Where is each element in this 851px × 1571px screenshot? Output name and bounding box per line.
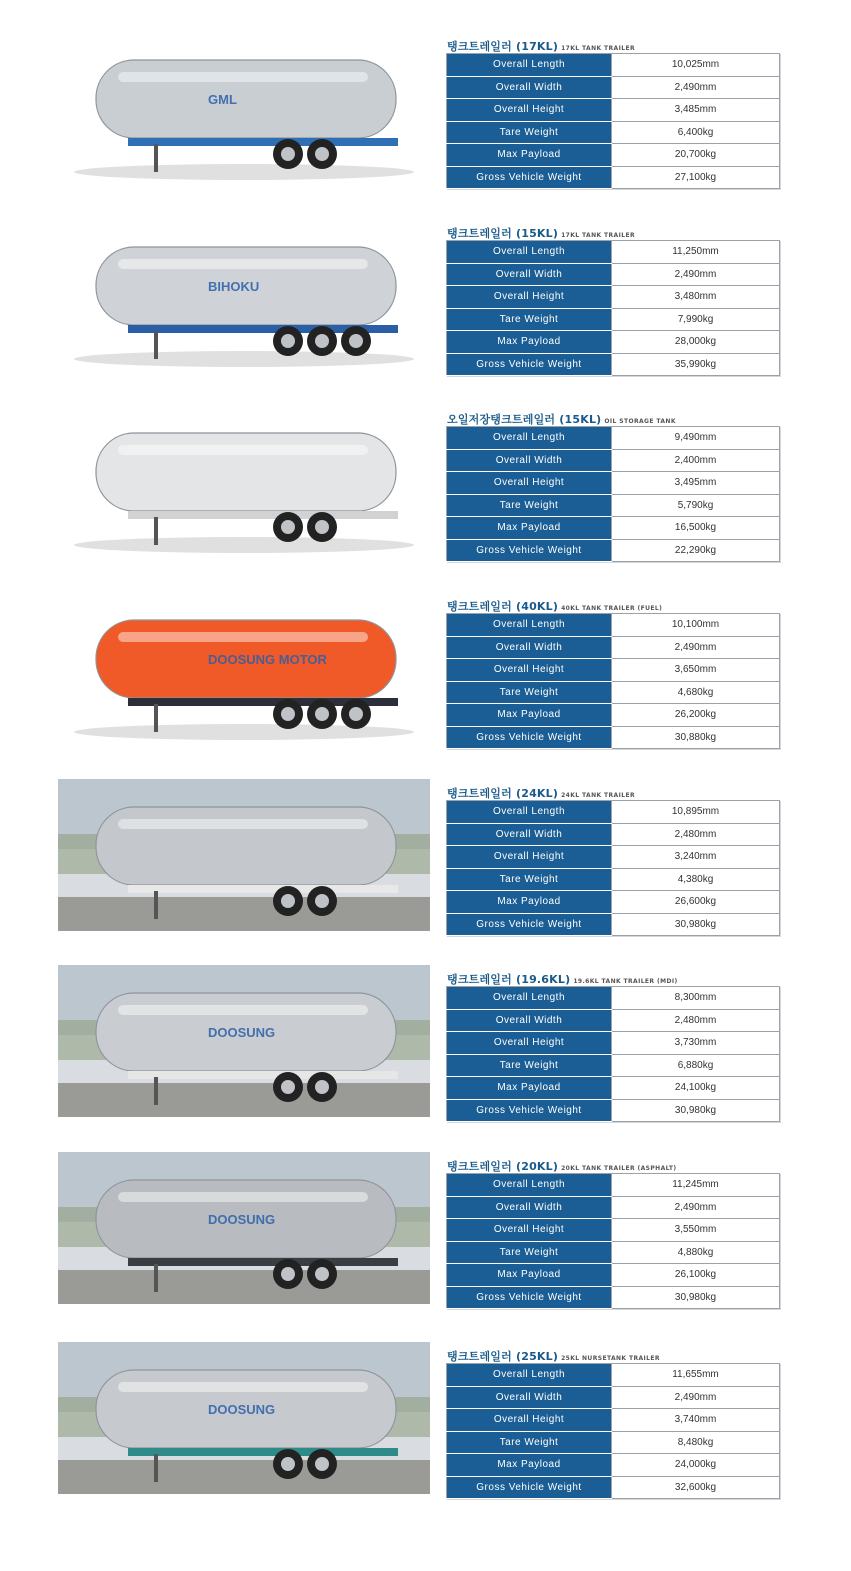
spec-row <box>447 1099 780 1122</box>
spec-row <box>447 1364 780 1387</box>
spec-value: 11,655mm <box>612 1364 780 1387</box>
spec-row <box>447 1054 780 1077</box>
spec-label: Gross Vehicle Weight <box>447 726 612 749</box>
spec-label: Gross Vehicle Weight <box>447 1099 612 1122</box>
spec-label: Overall Width <box>447 1009 612 1032</box>
product-block <box>0 787 851 969</box>
spec-row <box>447 1241 780 1264</box>
trailer-image <box>58 1152 430 1304</box>
spec-value: 11,250mm <box>612 241 780 264</box>
product-title-text: 탱크트레일러 (40KL) <box>447 600 559 613</box>
product-title <box>447 971 678 987</box>
spec-label: Overall Length <box>447 241 612 264</box>
spec-label: Overall Height <box>447 1032 612 1055</box>
trailer-illustration <box>58 592 430 744</box>
spec-row <box>447 54 780 77</box>
spec-row <box>447 494 780 517</box>
product-title-text: 오일저장탱크트레일러 (15KL) <box>447 413 602 426</box>
spec-label: Max Payload <box>447 517 612 540</box>
spec-table <box>446 800 780 936</box>
spec-row <box>447 76 780 99</box>
product-block <box>0 600 851 782</box>
spec-row <box>447 681 780 704</box>
spec-value: 26,200kg <box>612 704 780 727</box>
trailer-logo: DOOSUNG <box>208 1402 276 1417</box>
spec-value: 9,490mm <box>612 427 780 450</box>
spec-value: 26,600kg <box>612 891 780 914</box>
spec-label: Max Payload <box>447 1077 612 1100</box>
spec-row <box>447 1219 780 1242</box>
spec-label: Overall Length <box>447 427 612 450</box>
product-title <box>447 225 635 241</box>
spec-value: 24,000kg <box>612 1454 780 1477</box>
spec-row <box>447 331 780 354</box>
spec-value: 6,400kg <box>612 121 780 144</box>
spec-row <box>447 1409 780 1432</box>
product-subtitle: 17KL TANK TRAILER <box>561 232 635 239</box>
spec-label: Max Payload <box>447 331 612 354</box>
spec-value: 3,740mm <box>612 1409 780 1432</box>
spec-label: Tare Weight <box>447 494 612 517</box>
spec-label: Gross Vehicle Weight <box>447 1286 612 1309</box>
spec-label: Overall Length <box>447 1364 612 1387</box>
product-title-text: 탱크트레일러 (24KL) <box>447 787 559 800</box>
spec-value: 20,700kg <box>612 144 780 167</box>
spec-row <box>447 1174 780 1197</box>
product-subtitle: 17KL TANK TRAILER <box>561 45 635 52</box>
trailer-logo: DOOSUNG <box>208 1025 276 1040</box>
spec-row <box>447 1009 780 1032</box>
product-subtitle: 40KL TANK TRAILER (FUEL) <box>561 605 663 612</box>
spec-value: 10,895mm <box>612 801 780 824</box>
spec-label: Overall Length <box>447 1174 612 1197</box>
spec-value: 2,490mm <box>612 263 780 286</box>
spec-label: Overall Length <box>447 801 612 824</box>
trailer-image <box>58 592 430 744</box>
spec-row <box>447 614 780 637</box>
spec-value: 8,480kg <box>612 1431 780 1454</box>
spec-label: Overall Width <box>447 449 612 472</box>
spec-table <box>446 240 780 376</box>
spec-row <box>447 121 780 144</box>
spec-label: Overall Length <box>447 54 612 77</box>
spec-value: 30,880kg <box>612 726 780 749</box>
spec-label: Overall Height <box>447 1409 612 1432</box>
spec-label: Gross Vehicle Weight <box>447 539 612 562</box>
spec-row <box>447 427 780 450</box>
spec-value: 6,880kg <box>612 1054 780 1077</box>
spec-value: 2,490mm <box>612 1386 780 1409</box>
spec-label: Tare Weight <box>447 1241 612 1264</box>
spec-value: 3,480mm <box>612 286 780 309</box>
spec-value: 3,485mm <box>612 99 780 122</box>
spec-row <box>447 308 780 331</box>
spec-label: Max Payload <box>447 891 612 914</box>
spec-row <box>447 1431 780 1454</box>
spec-value: 28,000kg <box>612 331 780 354</box>
spec-row <box>447 823 780 846</box>
spec-label: Tare Weight <box>447 308 612 331</box>
product-block <box>0 1350 851 1532</box>
spec-value: 32,600kg <box>612 1476 780 1499</box>
spec-label: Gross Vehicle Weight <box>447 166 612 189</box>
spec-row <box>447 1196 780 1219</box>
product-block <box>0 227 851 409</box>
tank-body <box>96 60 396 138</box>
product-title-text: 탱크트레일러 (20KL) <box>447 1160 559 1173</box>
trailer-logo: DOOSUNG <box>208 1212 276 1227</box>
spec-row <box>447 659 780 682</box>
spec-value: 7,990kg <box>612 308 780 331</box>
spec-row <box>447 286 780 309</box>
spec-row <box>447 166 780 189</box>
trailer-logo: DOOSUNG MOTOR <box>208 652 327 667</box>
trailer-illustration <box>58 32 430 184</box>
spec-label: Tare Weight <box>447 868 612 891</box>
spec-table <box>446 986 780 1122</box>
spec-row <box>447 472 780 495</box>
spec-table <box>446 1173 780 1309</box>
product-block <box>0 1160 851 1342</box>
spec-value: 11,245mm <box>612 1174 780 1197</box>
spec-label: Gross Vehicle Weight <box>447 913 612 936</box>
spec-label: Max Payload <box>447 1454 612 1477</box>
spec-label: Overall Width <box>447 823 612 846</box>
product-block <box>0 40 851 222</box>
spec-row <box>447 1286 780 1309</box>
product-subtitle: 20KL TANK TRAILER (ASPHALT) <box>561 1165 677 1172</box>
trailer-illustration <box>58 779 430 931</box>
trailer-logo: BIHOKU <box>208 279 260 294</box>
spec-row <box>447 891 780 914</box>
spec-label: Overall Height <box>447 1219 612 1242</box>
spec-table <box>446 426 780 562</box>
tank-body <box>96 433 396 511</box>
spec-label: Overall Height <box>447 99 612 122</box>
spec-label: Gross Vehicle Weight <box>447 1476 612 1499</box>
spec-label: Overall Height <box>447 659 612 682</box>
spec-label: Overall Length <box>447 987 612 1010</box>
spec-row <box>447 99 780 122</box>
spec-value: 3,650mm <box>612 659 780 682</box>
product-block <box>0 973 851 1155</box>
spec-row <box>447 263 780 286</box>
product-subtitle: OIL STORAGE TANK <box>604 418 676 425</box>
spec-value: 24,100kg <box>612 1077 780 1100</box>
spec-label: Overall Width <box>447 636 612 659</box>
spec-row <box>447 636 780 659</box>
product-title-text: 탱크트레일러 (19.6KL) <box>447 973 571 986</box>
spec-value: 30,980kg <box>612 1286 780 1309</box>
spec-label: Tare Weight <box>447 1054 612 1077</box>
spec-row <box>447 801 780 824</box>
spec-label: Overall Width <box>447 1386 612 1409</box>
trailer-illustration <box>58 1342 430 1494</box>
product-title-text: 탱크트레일러 (17KL) <box>447 40 559 53</box>
trailer-illustration <box>58 965 430 1117</box>
spec-value: 3,730mm <box>612 1032 780 1055</box>
spec-row <box>447 868 780 891</box>
spec-label: Overall Width <box>447 263 612 286</box>
spec-value: 3,495mm <box>612 472 780 495</box>
product-title <box>447 411 676 427</box>
spec-row <box>447 539 780 562</box>
spec-row <box>447 1386 780 1409</box>
spec-value: 4,380kg <box>612 868 780 891</box>
spec-label: Tare Weight <box>447 121 612 144</box>
spec-row <box>447 1454 780 1477</box>
spec-label: Overall Width <box>447 1196 612 1219</box>
spec-label: Overall Height <box>447 286 612 309</box>
spec-value: 2,490mm <box>612 76 780 99</box>
trailer-illustration <box>58 219 430 371</box>
spec-label: Max Payload <box>447 704 612 727</box>
product-title <box>447 598 662 614</box>
product-subtitle: 19.6KL TANK TRAILER (MDI) <box>573 978 678 985</box>
spec-value: 8,300mm <box>612 987 780 1010</box>
spec-value: 27,100kg <box>612 166 780 189</box>
trailer-image <box>58 1342 430 1494</box>
spec-value: 2,400mm <box>612 449 780 472</box>
trailer-image <box>58 405 430 557</box>
spec-value: 30,980kg <box>612 913 780 936</box>
spec-value: 2,480mm <box>612 1009 780 1032</box>
spec-label: Overall Height <box>447 472 612 495</box>
trailer-image <box>58 965 430 1117</box>
trailer-image <box>58 779 430 931</box>
spec-label: Overall Width <box>447 76 612 99</box>
spec-row <box>447 1264 780 1287</box>
product-block <box>0 413 851 595</box>
trailer-image <box>58 32 430 184</box>
spec-value: 2,480mm <box>612 823 780 846</box>
trailer-illustration <box>58 405 430 557</box>
spec-value: 35,990kg <box>612 353 780 376</box>
spec-value: 4,680kg <box>612 681 780 704</box>
spec-row <box>447 449 780 472</box>
spec-value: 30,980kg <box>612 1099 780 1122</box>
spec-row <box>447 144 780 167</box>
spec-value: 4,880kg <box>612 1241 780 1264</box>
spec-label: Tare Weight <box>447 1431 612 1454</box>
spec-row <box>447 913 780 936</box>
spec-row <box>447 353 780 376</box>
spec-row <box>447 1476 780 1499</box>
spec-table <box>446 613 780 749</box>
spec-value: 2,490mm <box>612 636 780 659</box>
spec-row <box>447 987 780 1010</box>
spec-table <box>446 53 780 189</box>
spec-value: 3,240mm <box>612 846 780 869</box>
spec-label: Gross Vehicle Weight <box>447 353 612 376</box>
spec-value: 5,790kg <box>612 494 780 517</box>
spec-label: Max Payload <box>447 1264 612 1287</box>
product-title-text: 탱크트레일러 (25KL) <box>447 1350 559 1363</box>
trailer-logo: GML <box>208 92 237 107</box>
product-title <box>447 1348 660 1364</box>
spec-value: 3,550mm <box>612 1219 780 1242</box>
product-title-text: 탱크트레일러 (15KL) <box>447 227 559 240</box>
spec-label: Overall Height <box>447 846 612 869</box>
product-title <box>447 1158 677 1174</box>
product-subtitle: 24KL TANK TRAILER <box>561 792 635 799</box>
spec-value: 22,290kg <box>612 539 780 562</box>
spec-label: Tare Weight <box>447 681 612 704</box>
spec-value: 10,025mm <box>612 54 780 77</box>
product-title <box>447 38 635 54</box>
spec-row <box>447 1032 780 1055</box>
tank-body <box>96 807 396 885</box>
spec-value: 16,500kg <box>612 517 780 540</box>
trailer-illustration <box>58 1152 430 1304</box>
spec-row <box>447 726 780 749</box>
trailer-image <box>58 219 430 371</box>
spec-row <box>447 241 780 264</box>
spec-row <box>447 1077 780 1100</box>
spec-table <box>446 1363 780 1499</box>
spec-label: Max Payload <box>447 144 612 167</box>
spec-value: 10,100mm <box>612 614 780 637</box>
spec-row <box>447 846 780 869</box>
spec-value: 26,100kg <box>612 1264 780 1287</box>
spec-row <box>447 517 780 540</box>
spec-row <box>447 704 780 727</box>
product-subtitle: 25KL NURSETANK TRAILER <box>561 1355 660 1362</box>
spec-label: Overall Length <box>447 614 612 637</box>
spec-value: 2,490mm <box>612 1196 780 1219</box>
product-title <box>447 785 635 801</box>
